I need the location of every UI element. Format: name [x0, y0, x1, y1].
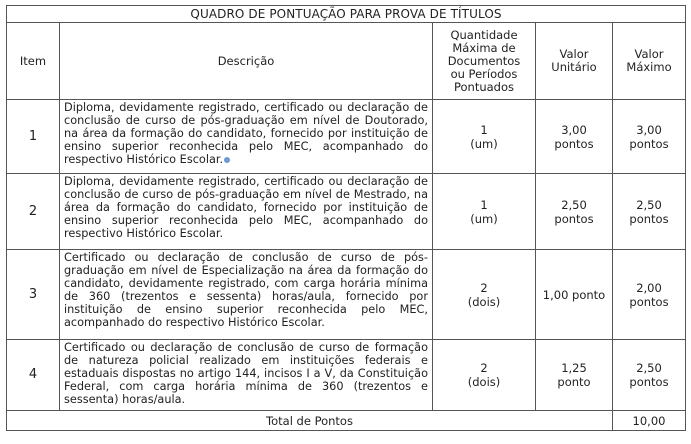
- valor-maximo-num: 3,00: [636, 122, 662, 137]
- row-valor-maximo: [613, 340, 686, 411]
- table-row: [7, 250, 686, 340]
- valor-maximo-num: 2,50: [636, 361, 662, 375]
- total-value: 10,00: [613, 411, 686, 431]
- valor-unitario-num: 3,00: [561, 122, 587, 137]
- valor-maximo-ext: pontos: [629, 211, 669, 226]
- valor-unitario-ext: pontos: [554, 211, 594, 226]
- row-quantidade: [433, 250, 536, 340]
- total-row: [7, 411, 686, 431]
- row-descricao: [60, 100, 433, 174]
- row-descricao-text: Diploma, devidamente registrado, certificado ou declaração de conclusão de curso de pós-graduação em nível de Doutorado, na área da formação do candidato, fornecido por instituição de ensino superior reconhecida pelo MEC, acompanhado do respectivo Histórico Escolar.: [64, 101, 428, 166]
- valor-unitario-num: 1,00 ponto: [542, 287, 606, 302]
- quantidade-ext: (dois): [467, 294, 501, 309]
- valor-maximo-num: 2,50: [636, 197, 662, 212]
- row-valor-maximo: [613, 100, 686, 174]
- table-title: QUADRO DE PONTUAÇÃO PARA PROVA DE TÍTULOS: [7, 6, 686, 23]
- valor-maximo-ext: pontos: [629, 294, 669, 309]
- row-valor-unitario: [536, 174, 613, 250]
- row-valor-unitario: [536, 250, 613, 340]
- header-quantidade: Quantidade Máxima de Documentos ou Períodos Pontuados: [433, 23, 536, 100]
- header-descricao: Descrição: [60, 23, 433, 100]
- cursor-marker-icon: [224, 157, 230, 163]
- quantidade-ext: (um): [470, 211, 498, 226]
- quantidade-num: 2: [480, 280, 488, 295]
- valor-maximo-ext: pontos: [629, 136, 669, 151]
- row-valor-maximo: [613, 174, 686, 250]
- table-row: [7, 340, 686, 411]
- quantidade-ext: (um): [470, 136, 498, 151]
- valor-unitario-num: 2,50: [561, 197, 587, 212]
- header-valor-unitario: Valor Unitário: [536, 23, 613, 100]
- valor-maximo-ext: pontos: [629, 375, 669, 389]
- row-item: 1: [7, 100, 60, 174]
- quantidade-num: 1: [480, 122, 488, 137]
- quantidade-ext: (dois): [467, 375, 501, 389]
- row-quantidade: [433, 174, 536, 250]
- total-label: Total de Pontos: [7, 411, 613, 431]
- table-row: [7, 174, 686, 250]
- row-valor-unitario: [536, 340, 613, 411]
- row-valor-unitario: [536, 100, 613, 174]
- table-row: [7, 100, 686, 174]
- row-quantidade: [433, 100, 536, 174]
- valor-unitario-num: 1,25: [561, 361, 587, 375]
- header-item: Item: [7, 23, 60, 100]
- valor-maximo-num: 2,00: [636, 280, 662, 295]
- row-descricao: Certificado ou declaração de conclusão de curso de formação de natureza policial realizado em instituições federais e estaduais dispostas no artigo 144, incisos I a V, da Constituição Federal, com carga horária mínima de 360 (trezentos e sessenta) horas/aula.: [60, 340, 433, 411]
- row-item: 3: [7, 250, 60, 340]
- row-item: 2: [7, 174, 60, 250]
- quantidade-num: 1: [480, 197, 488, 212]
- row-descricao: Diploma, devidamente registrado, certificado ou declaração de conclusão de curso de pós-graduação em nível de Mestrado, na área da formação do candidato, fornecido por instituição de ensino superior reconhecida pelo MEC, acompanhado do respectivo Histórico Escolar.: [60, 174, 433, 250]
- valor-unitario-ext: pontos: [554, 136, 594, 151]
- row-item: 4: [7, 340, 60, 411]
- valor-unitario-ext: ponto: [557, 375, 591, 389]
- quantidade-num: 2: [480, 361, 488, 375]
- row-valor-maximo: [613, 250, 686, 340]
- header-valor-maximo: Valor Máximo: [613, 23, 686, 100]
- scoring-table: [6, 5, 686, 431]
- row-descricao: Certificado ou declaração de conclusão de curso de pós-graduação em nível de Especialização na área da formação do candidato, devidamente registrado, com carga horária mínima de 360 (trezentos e sessenta) horas/aula, fornecido por instituição de ensino superior reconhecida pelo MEC, acompanhado do respectivo Histórico Escolar.: [60, 250, 433, 340]
- row-quantidade: [433, 340, 536, 411]
